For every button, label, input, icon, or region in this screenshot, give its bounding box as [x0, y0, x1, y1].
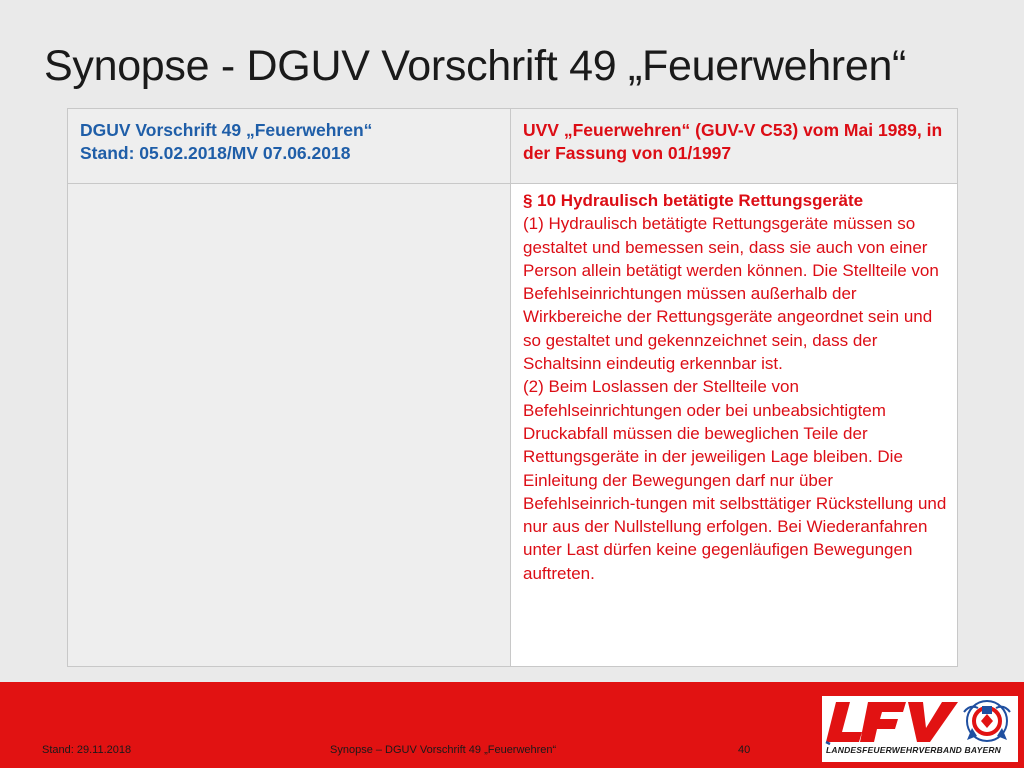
- lfv-logo: [822, 696, 1018, 762]
- paragraph-1: (1) Hydraulisch betätigte Rettungsgeräte müssen so gestaltet und bemessen sein, dass sie auch von einer Person allein betätigt werden können. Die Stellteile von Befehlseinrichtungen müssen außerhalb der Wirkbereiche der Rettungsgeräte angeordnet sein und so gestaltet und gekennzeichnet sein, dass der Schaltsinn eindeutig erkennbar ist.: [523, 214, 939, 374]
- paragraph-2: (2) Beim Loslassen der Stellteile von Befehlseinrichtungen oder bei unbeabsichtigtem Druckabfall müssen die beweglichen Teile der Rettungsgeräte in der jeweiligen Lage bleiben. Die Einleitung der Bewegungen darf nur über Befehlseinrich-tungen mit selbsttätiger Rückstellung und nur aus der Nullstellung erfolgen. Bei Wiederanfahren unter Last dürfen keine gegenläufigen Bewegungen auftreten.: [523, 377, 947, 583]
- fire-brigade-emblem-icon: [964, 701, 1010, 741]
- lfv-wordmark-icon: [822, 696, 1018, 746]
- header-dguv-stand: Stand: 05.02.2018/MV 07.06.2018: [80, 143, 351, 163]
- footer-date: Stand: 29.11.2018: [42, 744, 132, 756]
- section-heading: § 10 Hydraulisch betätigte Rettungsgeräte: [523, 191, 864, 210]
- header-dguv-49: [68, 109, 511, 184]
- table-header-row: [68, 109, 958, 184]
- synopsis-table: [67, 108, 958, 667]
- header-uvv-feuerwehren: UVV „Feuerwehren“ (GUV-V C53) vom Mai 1989, in der Fassung von 01/1997: [511, 109, 958, 184]
- page-number: 40: [738, 744, 751, 756]
- footer-title: Synopse – DGUV Vorschrift 49 „Feuerwehren“: [330, 744, 557, 756]
- table-body-row: [68, 184, 958, 667]
- dguv-content-cell: [68, 184, 511, 667]
- header-dguv-title: DGUV Vorschrift 49 „Feuerwehren“: [80, 120, 373, 140]
- logo-tagline: LANDESFEUERWEHRVERBAND BAYERN: [826, 745, 1002, 755]
- slide-title: Synopse - DGUV Vorschrift 49 „Feuerwehren“: [44, 42, 907, 90]
- uvv-content-cell: [511, 184, 958, 667]
